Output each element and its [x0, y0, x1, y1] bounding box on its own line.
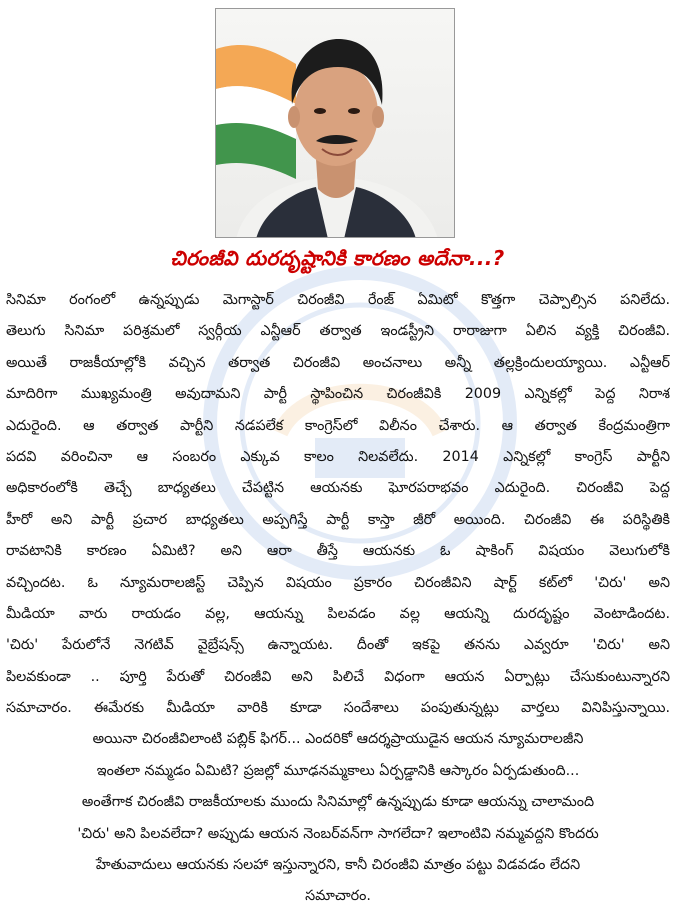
article-line: పిలవకుండా .. పూర్తి పేరుతో చిరంజీవి అని పిలిచే విధంగా ఆయన ఏర్పాట్లు చేసుకుంటున్నారని — [6, 668, 670, 685]
article-line: రావటానికి కారణం ఏమిటి? అని ఆరా తీస్తే ఆయనకు ఓ షాకింగ్ విషయం వెలుగులోకి — [6, 543, 670, 560]
article-line: తెలుగు సినిమా పరిశ్రమలో స్వర్గీయ ఎన్టీఆర్ తర్వాత ఇండస్ట్రీని రారాజుగా ఏలిన వ్యక్తి చిరంజీవి. — [6, 323, 670, 340]
article-line: అయితే రాజకీయాల్లోకి వచ్చిన తర్వాత చిరంజీవి అంచనాలు అన్నీ తల్లక్రిందులయ్యాయి. ఎన్టీఆర్ — [6, 354, 670, 371]
article-body — [6, 285, 670, 913]
article-line: అధికారంలోకి తెచ్చే బాధ్యతలు చేపట్టిన ఆయనకు ఘోరపరాభవం ఎదురైంది. చిరంజీవి పెద్ద — [6, 480, 670, 497]
article-line: సమాచారం. ఈమేరకు మీడియా వారికి కూడా సందేశాలు పంపుతున్నట్లు వార్తలు వినిపిస్తున్నాయి. — [6, 700, 670, 717]
article-line: హేతువాదులు ఆయనకు సలహా ఇస్తున్నారని, కానీ చిరంజీవి మాత్రం పట్టు విడవడం లేదని — [95, 857, 581, 874]
article-line: పదవి వరించినా ఆ సంబరం ఎక్కువ కాలం నిలవలేదు. 2014 ఎన్నికల్లో కాంగ్రెస్ పార్టీని — [6, 448, 670, 465]
article-line: అంతేగాక చిరంజీవి రాజకీయాలకు ముందు సినిమాల్లో ఉన్నప్పుడు కూడా ఆయన్ను చాలామంది — [81, 794, 595, 811]
article-headline: చిరంజీవి దురదృష్టానికి కారణం అదేనా...? — [170, 246, 505, 270]
article-line: సినిమా రంగంలో ఉన్నప్పుడు మెగాస్టార్ చిరంజీవి రేంజ్ ఏమిటో కొత్తగా చెప్పాల్సిన పనిలేదు. — [6, 292, 670, 308]
article-line: మీడియా వారు రాయడం వల్ల, ఆయన్ను పిలవడం వల్ల ఆయన్ని దురదృష్టం వెంటాడిందట. — [6, 605, 670, 622]
article-line: 'చిరు' అని పిలవలేదా? అప్పుడు ఆయన నెంబర్‌వన్‌గా సాగలేదా? ఇలాంటివి నమ్మవద్దని కొందరు — [77, 825, 599, 842]
article-line: ఇంతలా నమ్మడం ఏమిటి? ప్రజల్లో మూఢనమ్మకాలు ఏర్పడ్డానికి ఆస్కారం ఏర్పడుతుంది... — [96, 762, 580, 779]
article-line: హీరో అని పార్టీ ప్రచార బాధ్యతలు అప్పగిస్తే పార్టీ కాస్తా జీరో అయింది. చిరంజీవి ఈ పరిస్థితికి — [6, 511, 670, 528]
article-line: సమాచారం. — [305, 888, 371, 905]
article-line: ఎదురైంది. ఆ తర్వాత పార్టీని నడపలేక కాంగ్రెస్‌లో విలీనం చేశారు. ఆ తర్వాత కేంద్రమంత్రిగా — [6, 417, 670, 434]
article-line: అయినా చిరంజీవిలాంటి పబ్లిక్ ఫిగర్... ఎందరికో ఆదర్శప్రాయుడైన ఆయన న్యూమరాలజీని — [92, 731, 584, 748]
article-line: 'చిరు' పేరులోనే నెగటివ్ వైబ్రేషన్స్ ఉన్నాయట. దీంతో ఇకపై తనను ఎవ్వరూ 'చిరు' అని — [6, 637, 670, 654]
article-line: వచ్చిందట. ఓ న్యూమరాలజిస్ట్ చెప్పిన విషయం ప్రకారం చిరంజీవిని షార్ట్ కట్‌లో 'చిరు' అని — [6, 574, 670, 591]
portrait-photo — [215, 8, 455, 238]
article-line: మాదిరిగా ముఖ్యమంత్రి అవుదామని పార్టీ స్థాపించిన చిరంజీవికి 2009 ఎన్నికల్లో పెద్ద నిరాశ — [6, 386, 670, 403]
